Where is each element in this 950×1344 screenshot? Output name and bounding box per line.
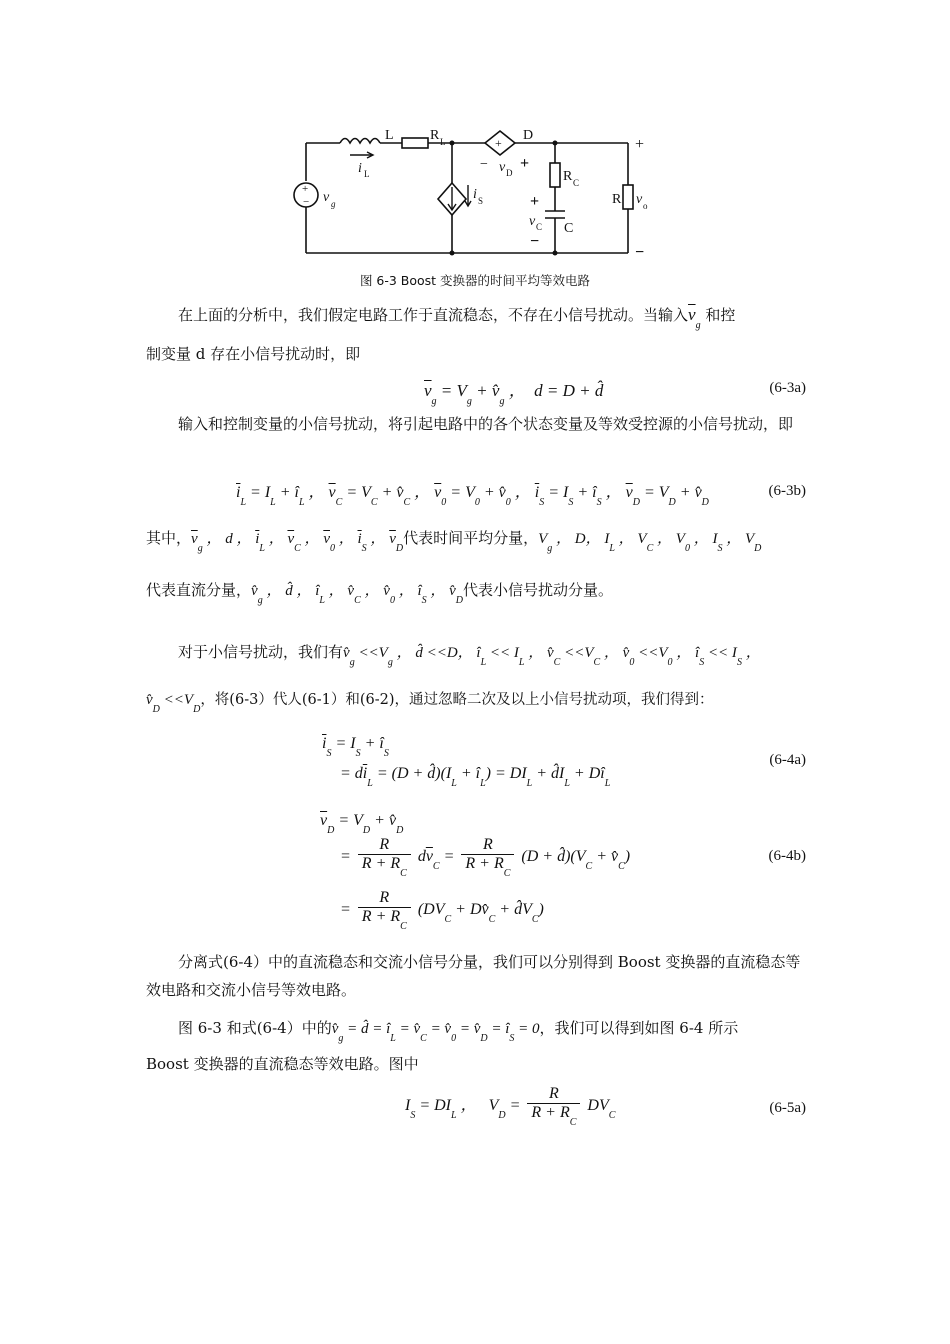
equation-6-4b-line2: = $\frac{R}{R + R_C}$ $d\overline{v}_C$ = $\frac{R}{R + R_C}$ $(D + d̂)(V_C$ + $v̂_C$) (340, 836, 631, 879)
equation-6-4b-line3: = $\frac{R}{R + R_C}$ ($DV_C$ + $Dv̂_C$ + $d̂V_C$) (340, 889, 544, 932)
paragraph-3: 其中，$\overline{v}_g$ ， d ， $\overline{i}_L$ ， $\overline{v}_C$ ， $\overline{v}_0$ ， $\overline{i}_S$ ， $\overline{v}_D$代表时间平均分量，$V_g$ ， D， $I_L$ ， $V_C$ ， $V_0$ ， $I_S$ ， $V_D$ (146, 529, 762, 554)
vc-minus: − (530, 233, 540, 250)
vd-sub: D (506, 168, 513, 178)
c-label: C (564, 221, 574, 236)
figure-caption: 图 6-3 Boost 变换器的时间平均等效电路 (359, 273, 591, 288)
equation-number-6-3b: (6-3b) (768, 483, 806, 499)
paragraph-2: 输入和控制变量的小信号扰动，将引起电路中的各个状态变量及等效受控源的小信号扰动，即 (178, 415, 794, 433)
paragraph-6-cont: Boost 变换器的直流稳态等效电路。图中 (146, 1055, 419, 1073)
vo-label: v (636, 192, 643, 207)
equation-6-4b-line1: $\overline{v}_D = V_D$ + $v̂_D$ (320, 812, 404, 836)
boost-average-circuit (280, 125, 660, 265)
rc-label: R (563, 169, 573, 184)
inductor-current-label: i (358, 161, 362, 176)
equation-6-3a: $\overline{v}_g = V_g$ + $v̂_g$ ， d = D + d̂ (424, 381, 604, 407)
source-plus: + (302, 183, 309, 195)
diode-label: D (523, 128, 534, 143)
equation-number-6-4a: (6-4a) (769, 752, 806, 768)
vc-sub: C (536, 222, 543, 232)
paragraph-1-cont: 制变量 d 存在小信号扰动时，即 (146, 345, 361, 363)
rl-label: R (430, 128, 440, 143)
vo-sub: o (643, 201, 648, 211)
equation-6-4a-line1: $\overline{i}_S = I_S$ + $î_S$ (322, 735, 389, 759)
equation-number-6-5a: (6-5a) (769, 1100, 806, 1116)
vd-plus: + (520, 155, 530, 172)
equation-6-3b: $\overline{i}_L = I_L$ + $î_L$ ， $\overline{v}_C = V_C$ + $v̂_C$ ， $\overline{v}_0 = V_0$ + $v̂_0$ ， $\overline{i}_S = I_S$ + $î_S$ ， $\overline{v}_D = V_D$ + $v̂_D$ (236, 484, 709, 508)
paragraph-5: 分离式(6-4）中的直流稳态和交流小信号分量，我们可以分别得到 Boost 变换器的直流稳态等效电路和交流小信号等效电路。 (146, 953, 801, 999)
paragraph-1: 在上面的分析中，我们假定电路工作于直流稳态，不存在小信号扰动。当输入$\overline{v}_g$ 和控 (178, 305, 736, 331)
vd-label: v (499, 160, 506, 175)
out-minus: − (635, 244, 645, 261)
vc-plus: + (530, 193, 540, 210)
source-minus: − (303, 196, 310, 208)
paragraph-4-cont: $v̂_D <<V_D$，将(6-3）代人(6-1）和(6-2)，通过忽略二次及以上小信号扰动项，我们得到： (146, 692, 714, 715)
is-sub: S (478, 196, 484, 206)
equation-6-4a-line2: = $d\overline{i}_L = (D$ + $d̂)(I_L$ + $î_L) = DI_L$ + $d̂I_L$ + $Dî_L$ (340, 765, 611, 789)
is-label: i (473, 187, 477, 202)
inductor-label: L (385, 128, 394, 143)
vc-label: v (529, 214, 536, 229)
load-label: R (612, 192, 622, 207)
vd-minus: − (480, 157, 488, 172)
equation-6-5a: $I_S = DI_L$ ， $V_D$ = $\frac{R}{R + R_C}$ $DV_C$ (405, 1085, 616, 1128)
source-label: v (323, 190, 330, 205)
inductor-current-sub: L (364, 169, 370, 179)
out-plus: + (635, 136, 645, 153)
equation-number-6-4b: (6-4b) (768, 848, 806, 864)
dep-plus: + (495, 136, 502, 150)
rl-sub: L (440, 137, 446, 147)
paragraph-4: 对于小信号扰动，我们有$v̂_g <<V_g$ ， d̂ <<D， $î_L << I_L$ ， $v̂_C <<V_C$ ， $v̂_0 <<V_0$ ， $î_S << I_S$ ， (178, 643, 761, 668)
rc-sub: C (573, 178, 580, 188)
source-sub: g (331, 199, 336, 209)
paragraph-6: 图 6-3 和式(6-4）中的$v̂_g$ = d̂ = $î_L$ = $v̂_C$ = $v̂_0$ = $v̂_D$ = $î_S = 0$，我们可以得到如图 6-4 所示 (178, 1019, 739, 1044)
paragraph-3-cont: 代表直流分量，$v̂_g$ ， d̂ ， $î_L$ ， $v̂_C$ ， $v̂_0$ ， $î_S$ ， $v̂_D$代表小信号扰动分量。 (146, 581, 614, 606)
equation-number-6-3a: (6-3a) (769, 380, 806, 396)
